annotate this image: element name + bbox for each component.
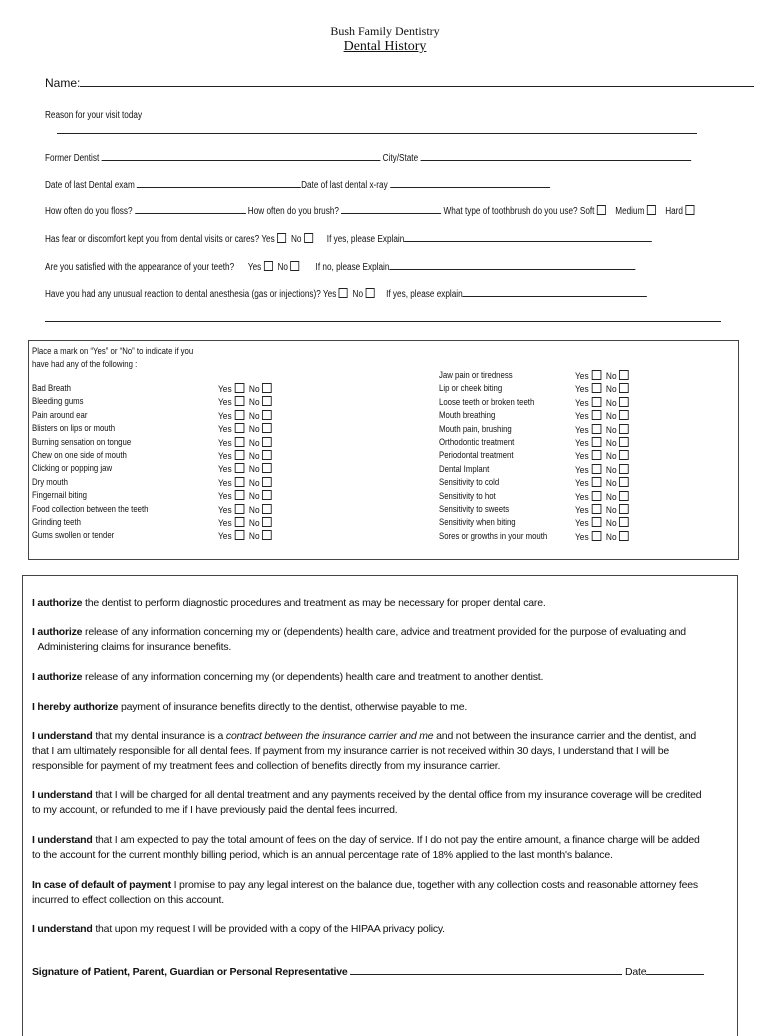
understand-insurance-line-2: that I am ultimately responsible for all dental fees. If payment from my insurance carrier is not received within 30 days, I understand that I will be <box>32 745 670 757</box>
understand-charges-text: that I will be charged for all dental treatment and any payments received by the dental office from my insurance coverage will be credited <box>92 789 702 801</box>
understand-charges-line-2: to my account, or refunded to me if I have previously paid the dental fees incurred. <box>32 804 398 816</box>
anesthesia-row <box>45 287 647 300</box>
yes-checkbox[interactable] <box>591 504 601 514</box>
no-label: No <box>605 371 617 382</box>
yes-checkbox[interactable] <box>591 410 601 420</box>
brush-field[interactable] <box>341 204 441 214</box>
understand-insurance-italic: contract between the insurance carrier and me <box>225 730 434 742</box>
authorize-diagnostic <box>32 596 732 611</box>
yes-label: Yes <box>218 451 232 462</box>
yes-checkbox[interactable] <box>234 463 244 473</box>
yes-label: Yes <box>218 384 232 395</box>
yes-label: Yes <box>218 477 232 489</box>
checklist-item-label: Dry mouth <box>32 476 68 488</box>
no-label: No <box>605 478 617 490</box>
checklist-item <box>439 464 739 477</box>
fear-yes-label: Yes <box>261 234 275 245</box>
exam-dates-row <box>45 178 550 191</box>
no-checkbox[interactable] <box>262 517 272 527</box>
no-checkbox[interactable] <box>262 504 272 514</box>
checklist-item-label: Mouth pain, brushing <box>439 423 512 435</box>
no-label: No <box>248 477 260 489</box>
no-checkbox[interactable] <box>619 383 629 393</box>
checklist-item-label: Sensitivity to cold <box>439 477 500 489</box>
former-dentist-row <box>45 151 691 164</box>
yes-label: Yes <box>575 505 589 516</box>
no-checkbox[interactable] <box>262 383 272 393</box>
satisfied-yes-label: Yes <box>247 262 262 273</box>
no-checkbox[interactable] <box>262 423 272 433</box>
authorize-diagnostic-text: the dentist to perform diagnostic procedures and treatment as may be necessary for proper dental care. <box>82 597 546 609</box>
yes-no-group <box>575 477 632 489</box>
yes-no-group <box>575 491 632 503</box>
no-checkbox[interactable] <box>262 410 272 420</box>
yes-label: Yes <box>575 397 589 409</box>
name-row <box>45 76 754 90</box>
fear-explain-field[interactable] <box>404 232 652 242</box>
yes-checkbox[interactable] <box>234 517 244 527</box>
yes-no-group <box>575 397 632 409</box>
hard-checkbox[interactable] <box>685 205 694 215</box>
yes-no-group <box>218 410 275 422</box>
yes-no-group <box>575 424 632 436</box>
authorize-payment-lead: I hereby authorize <box>32 701 119 713</box>
yes-checkbox[interactable] <box>591 424 601 434</box>
no-checkbox[interactable] <box>619 517 629 527</box>
toothbrush-question: What type of toothbrush do you use? <box>443 206 578 217</box>
no-checkbox[interactable] <box>619 491 629 501</box>
yes-no-group <box>218 383 275 395</box>
understand-insurance-line-3: responsible for payment of my treatment fees and collection of benefits directly from my insurance carrier. <box>32 760 501 772</box>
yes-no-group <box>218 530 275 542</box>
last-xray-field[interactable] <box>390 178 550 188</box>
checklist-item <box>32 437 392 450</box>
checklist-item-label: Orthodontic treatment <box>439 437 515 448</box>
checklist-item <box>32 490 392 503</box>
understand-hipaa-lead: I understand <box>32 923 93 935</box>
medium-checkbox[interactable] <box>647 205 656 215</box>
yes-checkbox[interactable] <box>591 397 601 407</box>
checklist-item <box>32 396 392 409</box>
yes-checkbox[interactable] <box>591 383 601 393</box>
yes-checkbox[interactable] <box>234 383 244 393</box>
no-label: No <box>605 451 617 463</box>
no-checkbox[interactable] <box>619 477 629 487</box>
no-label: No <box>248 491 260 503</box>
brush-label: How often do you brush? <box>247 206 339 217</box>
yes-checkbox[interactable] <box>234 410 244 420</box>
no-checkbox[interactable] <box>262 450 272 460</box>
reason-label: Reason for your visit today <box>45 110 143 121</box>
fear-row <box>45 232 652 245</box>
yes-label: Yes <box>218 531 232 543</box>
understand-payment-line-2: to the account for the current monthly billing period, which is an annual percentage rate of 18% applied to the last month's balance. <box>32 849 613 861</box>
checklist-item-label: Mouth breathing <box>439 410 496 422</box>
yes-label: Yes <box>575 491 589 503</box>
yes-no-group <box>218 396 275 408</box>
checklist-item-label: Dental Implant <box>439 463 490 475</box>
checklist-item-label: Sores or growths in your mouth <box>439 530 548 542</box>
checklist-item <box>439 383 739 396</box>
yes-label: Yes <box>218 397 232 409</box>
no-checkbox[interactable] <box>262 530 272 540</box>
soft-label: Soft <box>579 206 595 217</box>
yes-label: Yes <box>218 491 232 503</box>
authorize-release-text-2: Administering claims for insurance benefits. <box>37 641 232 653</box>
soft-checkbox[interactable] <box>597 205 606 215</box>
date-label: Date <box>624 966 647 978</box>
authorize-dentist-text: release of any information concerning my (or dependents) health care and treatment to another dentist. <box>82 671 544 683</box>
yes-label: Yes <box>218 504 232 516</box>
default-of-payment <box>32 878 732 908</box>
understand-payment-lead: I understand <box>32 834 93 846</box>
no-checkbox[interactable] <box>619 504 629 514</box>
checklist-item-label: Blisters on lips or mouth <box>32 423 116 435</box>
yes-checkbox[interactable] <box>591 491 601 501</box>
yes-label: Yes <box>218 410 232 422</box>
no-checkbox[interactable] <box>619 450 629 460</box>
anesthesia-explain-field[interactable] <box>463 287 648 297</box>
yes-no-group <box>575 437 632 449</box>
date-field[interactable] <box>646 965 704 975</box>
yes-label: Yes <box>218 518 232 529</box>
checklist-item-label: Clicking or popping jaw <box>32 463 113 475</box>
checklist-item-label: Bad Breath <box>32 383 71 394</box>
understand-payment-due <box>32 833 732 863</box>
understand-charges-lead: I understand <box>32 789 93 801</box>
city-state-field[interactable] <box>420 151 691 161</box>
authorize-payment <box>32 700 732 715</box>
former-dentist-label: Former Dentist <box>45 153 100 164</box>
fear-explain-label: If yes, please Explain <box>326 234 405 245</box>
no-checkbox[interactable] <box>262 437 272 447</box>
yes-no-group <box>575 370 632 382</box>
checklist-instructions-1: Place a mark on “Yes” or “No” to indicate if you <box>32 346 194 357</box>
yes-no-group <box>218 490 275 502</box>
yes-label: Yes <box>575 411 589 423</box>
checklist-item-label: Burning sensation on tongue <box>32 436 132 448</box>
no-label: No <box>248 451 260 462</box>
no-label: No <box>248 504 260 516</box>
yes-label: Yes <box>575 438 589 449</box>
checklist-item <box>439 410 739 423</box>
yes-checkbox[interactable] <box>591 517 601 527</box>
yes-label: Yes <box>218 437 232 449</box>
authorize-diagnostic-lead: I authorize <box>32 597 83 609</box>
yes-checkbox[interactable] <box>234 490 244 500</box>
no-label: No <box>248 397 260 409</box>
yes-label: Yes <box>575 518 589 530</box>
last-exam-field[interactable] <box>137 178 301 188</box>
yes-no-group <box>575 383 632 395</box>
page-title-text: Dental History <box>343 39 427 54</box>
no-label: No <box>248 518 260 529</box>
checklist-item <box>439 370 739 383</box>
checklist-item-label: Chew on one side of mouth <box>32 450 127 461</box>
no-label: No <box>605 464 617 476</box>
yes-no-group <box>575 517 632 529</box>
no-checkbox[interactable] <box>619 370 629 380</box>
checklist-item-label: Gums swollen or tender <box>32 530 115 542</box>
no-label: No <box>248 531 260 543</box>
fear-no-label: No <box>290 234 302 245</box>
reason-field[interactable] <box>57 133 697 134</box>
checklist-item <box>439 477 739 490</box>
checklist-item <box>439 450 739 463</box>
no-label: No <box>605 531 617 543</box>
no-label: No <box>248 424 260 436</box>
checklist-item-label: Food collection between the teeth <box>32 503 149 515</box>
checklist-item <box>32 477 392 490</box>
checklist-item <box>32 504 392 517</box>
yes-no-group <box>218 437 275 449</box>
practice-name: Bush Family Dentistry <box>330 24 440 38</box>
understand-payment-text: that I am expected to pay the total amount of fees on the day of service. If I do not pay the entire amount, a finance charge will be added <box>92 834 700 846</box>
yes-checkbox[interactable] <box>591 464 601 474</box>
yes-no-group <box>575 531 632 543</box>
no-label: No <box>248 437 260 449</box>
anesthesia-explain-label: If yes, please explain <box>386 289 463 300</box>
understand-hipaa-text: that upon my request I will be provided with a copy of the HIPAA privacy policy. <box>92 923 445 935</box>
checklist-item <box>439 517 739 530</box>
satisfied-explain-field[interactable] <box>389 260 635 270</box>
no-label: No <box>605 491 617 503</box>
medium-label: Medium <box>615 206 645 217</box>
authorize-release-insurance <box>32 625 732 655</box>
yes-checkbox[interactable] <box>591 477 601 487</box>
checklist-item-label: Lip or cheek biting <box>439 383 503 395</box>
understand-insurance-text-b: and not between the insurance carrier and the dentist, and <box>433 730 697 742</box>
no-checkbox[interactable] <box>262 396 272 406</box>
yes-checkbox[interactable] <box>234 477 244 487</box>
yes-no-group <box>218 463 275 475</box>
yes-checkbox[interactable] <box>234 504 244 514</box>
no-checkbox[interactable] <box>262 463 272 473</box>
yes-no-group <box>575 410 632 422</box>
checklist-item <box>32 463 392 476</box>
satisfied-no-checkbox[interactable] <box>290 261 299 271</box>
yes-label: Yes <box>575 464 589 476</box>
checklist-item <box>439 504 739 517</box>
satisfied-explain-label: If no, please Explain <box>315 262 390 273</box>
no-label: No <box>605 397 617 409</box>
name-field[interactable] <box>80 77 754 87</box>
yes-no-group <box>218 517 275 529</box>
checklist-instructions-2: have had any of the following : <box>32 359 138 370</box>
yes-checkbox[interactable] <box>234 450 244 460</box>
checklist-item-label: Bleeding gums <box>32 396 84 408</box>
yes-no-group <box>218 423 275 435</box>
authorize-payment-text: payment of insurance benefits directly to the dentist, otherwise payable to me. <box>118 701 468 713</box>
yes-checkbox[interactable] <box>234 530 244 540</box>
no-label: No <box>248 384 260 395</box>
former-dentist-field[interactable] <box>102 151 381 161</box>
yes-label: Yes <box>575 531 589 543</box>
no-label: No <box>605 384 617 396</box>
checklist-item <box>32 450 392 463</box>
fear-question: Has fear or discomfort kept you from dental visits or cares? <box>45 234 260 245</box>
no-label: No <box>605 424 617 436</box>
no-label: No <box>605 411 617 423</box>
last-xray-label: Date of last dental x-ray <box>301 180 388 191</box>
checklist-item <box>32 383 392 396</box>
fear-yes-checkbox[interactable] <box>277 233 286 243</box>
no-label: No <box>248 464 260 476</box>
checklist-item-label: Periodontal treatment <box>439 450 514 462</box>
yes-label: Yes <box>575 424 589 436</box>
checklist-item-label: Pain around ear <box>32 409 88 421</box>
name-label: Name: <box>45 76 81 90</box>
no-checkbox[interactable] <box>619 397 629 407</box>
floss-field[interactable] <box>135 204 246 214</box>
satisfied-yes-checkbox[interactable] <box>264 261 273 271</box>
checklist-item <box>439 397 739 410</box>
yes-label: Yes <box>218 424 232 436</box>
yes-label: Yes <box>575 451 589 463</box>
authorize-release-dentist <box>32 670 732 685</box>
yes-no-group <box>575 450 632 462</box>
authorize-dentist-lead: I authorize <box>32 671 83 683</box>
checklist-item-label: Grinding teeth <box>32 517 81 528</box>
no-checkbox[interactable] <box>619 424 629 434</box>
no-label: No <box>248 410 260 422</box>
default-payment-text: I promise to pay any legal interest on the balance due, together with any collection costs and reasonable attorney fees <box>170 879 698 891</box>
city-state-label: City/State <box>382 153 419 164</box>
no-checkbox[interactable] <box>619 410 629 420</box>
checklist-item <box>439 491 739 504</box>
no-checkbox[interactable] <box>262 477 272 487</box>
satisfied-row <box>45 260 635 273</box>
yes-checkbox[interactable] <box>591 450 601 460</box>
authorize-release-lead: I authorize <box>32 626 83 638</box>
checklist-item <box>32 517 392 530</box>
yes-label: Yes <box>218 464 232 476</box>
understand-insurance-text-a: that my dental insurance is a <box>92 730 226 742</box>
yes-label: Yes <box>575 371 589 382</box>
default-payment-lead: In case of default of payment <box>32 879 171 891</box>
yes-checkbox[interactable] <box>591 531 601 541</box>
no-checkbox[interactable] <box>619 437 629 447</box>
checklist-item <box>439 531 739 544</box>
anesthesia-question: Have you had any unusual reaction to dental anesthesia (gas or injections)? <box>45 289 321 300</box>
checklist-item-label: Jaw pain or tiredness <box>439 370 513 381</box>
satisfied-question: Are you satisfied with the appearance of your teeth? <box>45 262 235 273</box>
yes-no-group <box>218 450 275 462</box>
floss-label: How often do you floss? <box>45 206 133 217</box>
checklist-item-label: Sensitivity when biting <box>439 517 516 529</box>
checklist-item-label: Sensitivity to sweets <box>439 504 510 515</box>
satisfied-no-label: No <box>277 262 288 273</box>
hygiene-row <box>45 204 697 217</box>
hard-label: Hard <box>665 206 683 217</box>
checklist-item <box>439 437 739 450</box>
no-label: No <box>605 518 617 530</box>
checklist-item <box>32 423 392 436</box>
yes-label: Yes <box>575 478 589 490</box>
anesthesia-yes-label: Yes <box>322 289 337 300</box>
understand-charges <box>32 788 732 818</box>
yes-checkbox[interactable] <box>591 437 601 447</box>
yes-checkbox[interactable] <box>234 396 244 406</box>
fear-no-checkbox[interactable] <box>304 233 313 243</box>
yes-no-group <box>575 464 632 476</box>
understand-insurance-lead: I understand <box>32 730 93 742</box>
yes-no-group <box>218 477 275 489</box>
authorize-release-text: release of any information concerning my or (dependents) health care, advice and treatment provided for the purpose of evaluating and <box>82 626 686 638</box>
signature-label: Signature of Patient, Parent, Guardian or Personal Representative <box>32 966 348 978</box>
yes-label: Yes <box>575 384 589 396</box>
explain-continuation-line[interactable] <box>45 321 721 322</box>
no-label: No <box>605 438 617 449</box>
no-label: No <box>605 505 617 516</box>
default-payment-line-2: incurred to effect collection on this account. <box>32 894 224 906</box>
checklist-item <box>32 530 392 543</box>
checklist-item-label: Loose teeth or broken teeth <box>439 396 535 408</box>
signature-row <box>32 965 732 980</box>
no-checkbox[interactable] <box>619 464 629 474</box>
signature-field[interactable] <box>350 965 622 975</box>
understand-insurance <box>32 729 732 774</box>
understand-hipaa <box>32 922 732 937</box>
checklist-item-label: Fingernail biting <box>32 490 88 502</box>
no-checkbox[interactable] <box>262 490 272 500</box>
checklist-item <box>439 424 739 437</box>
no-checkbox[interactable] <box>619 531 629 541</box>
last-exam-label: Date of last Dental exam <box>45 180 135 191</box>
yes-checkbox[interactable] <box>591 370 601 380</box>
checklist-item-label: Sensitivity to hot <box>439 490 496 502</box>
checklist-item <box>32 410 392 423</box>
yes-no-group <box>218 504 275 516</box>
page-title <box>0 39 770 55</box>
yes-no-group <box>575 504 632 516</box>
anesthesia-yes-checkbox[interactable] <box>339 288 348 298</box>
anesthesia-no-label: No <box>352 289 364 300</box>
yes-checkbox[interactable] <box>234 423 244 433</box>
anesthesia-no-checkbox[interactable] <box>365 288 374 298</box>
yes-checkbox[interactable] <box>234 437 244 447</box>
